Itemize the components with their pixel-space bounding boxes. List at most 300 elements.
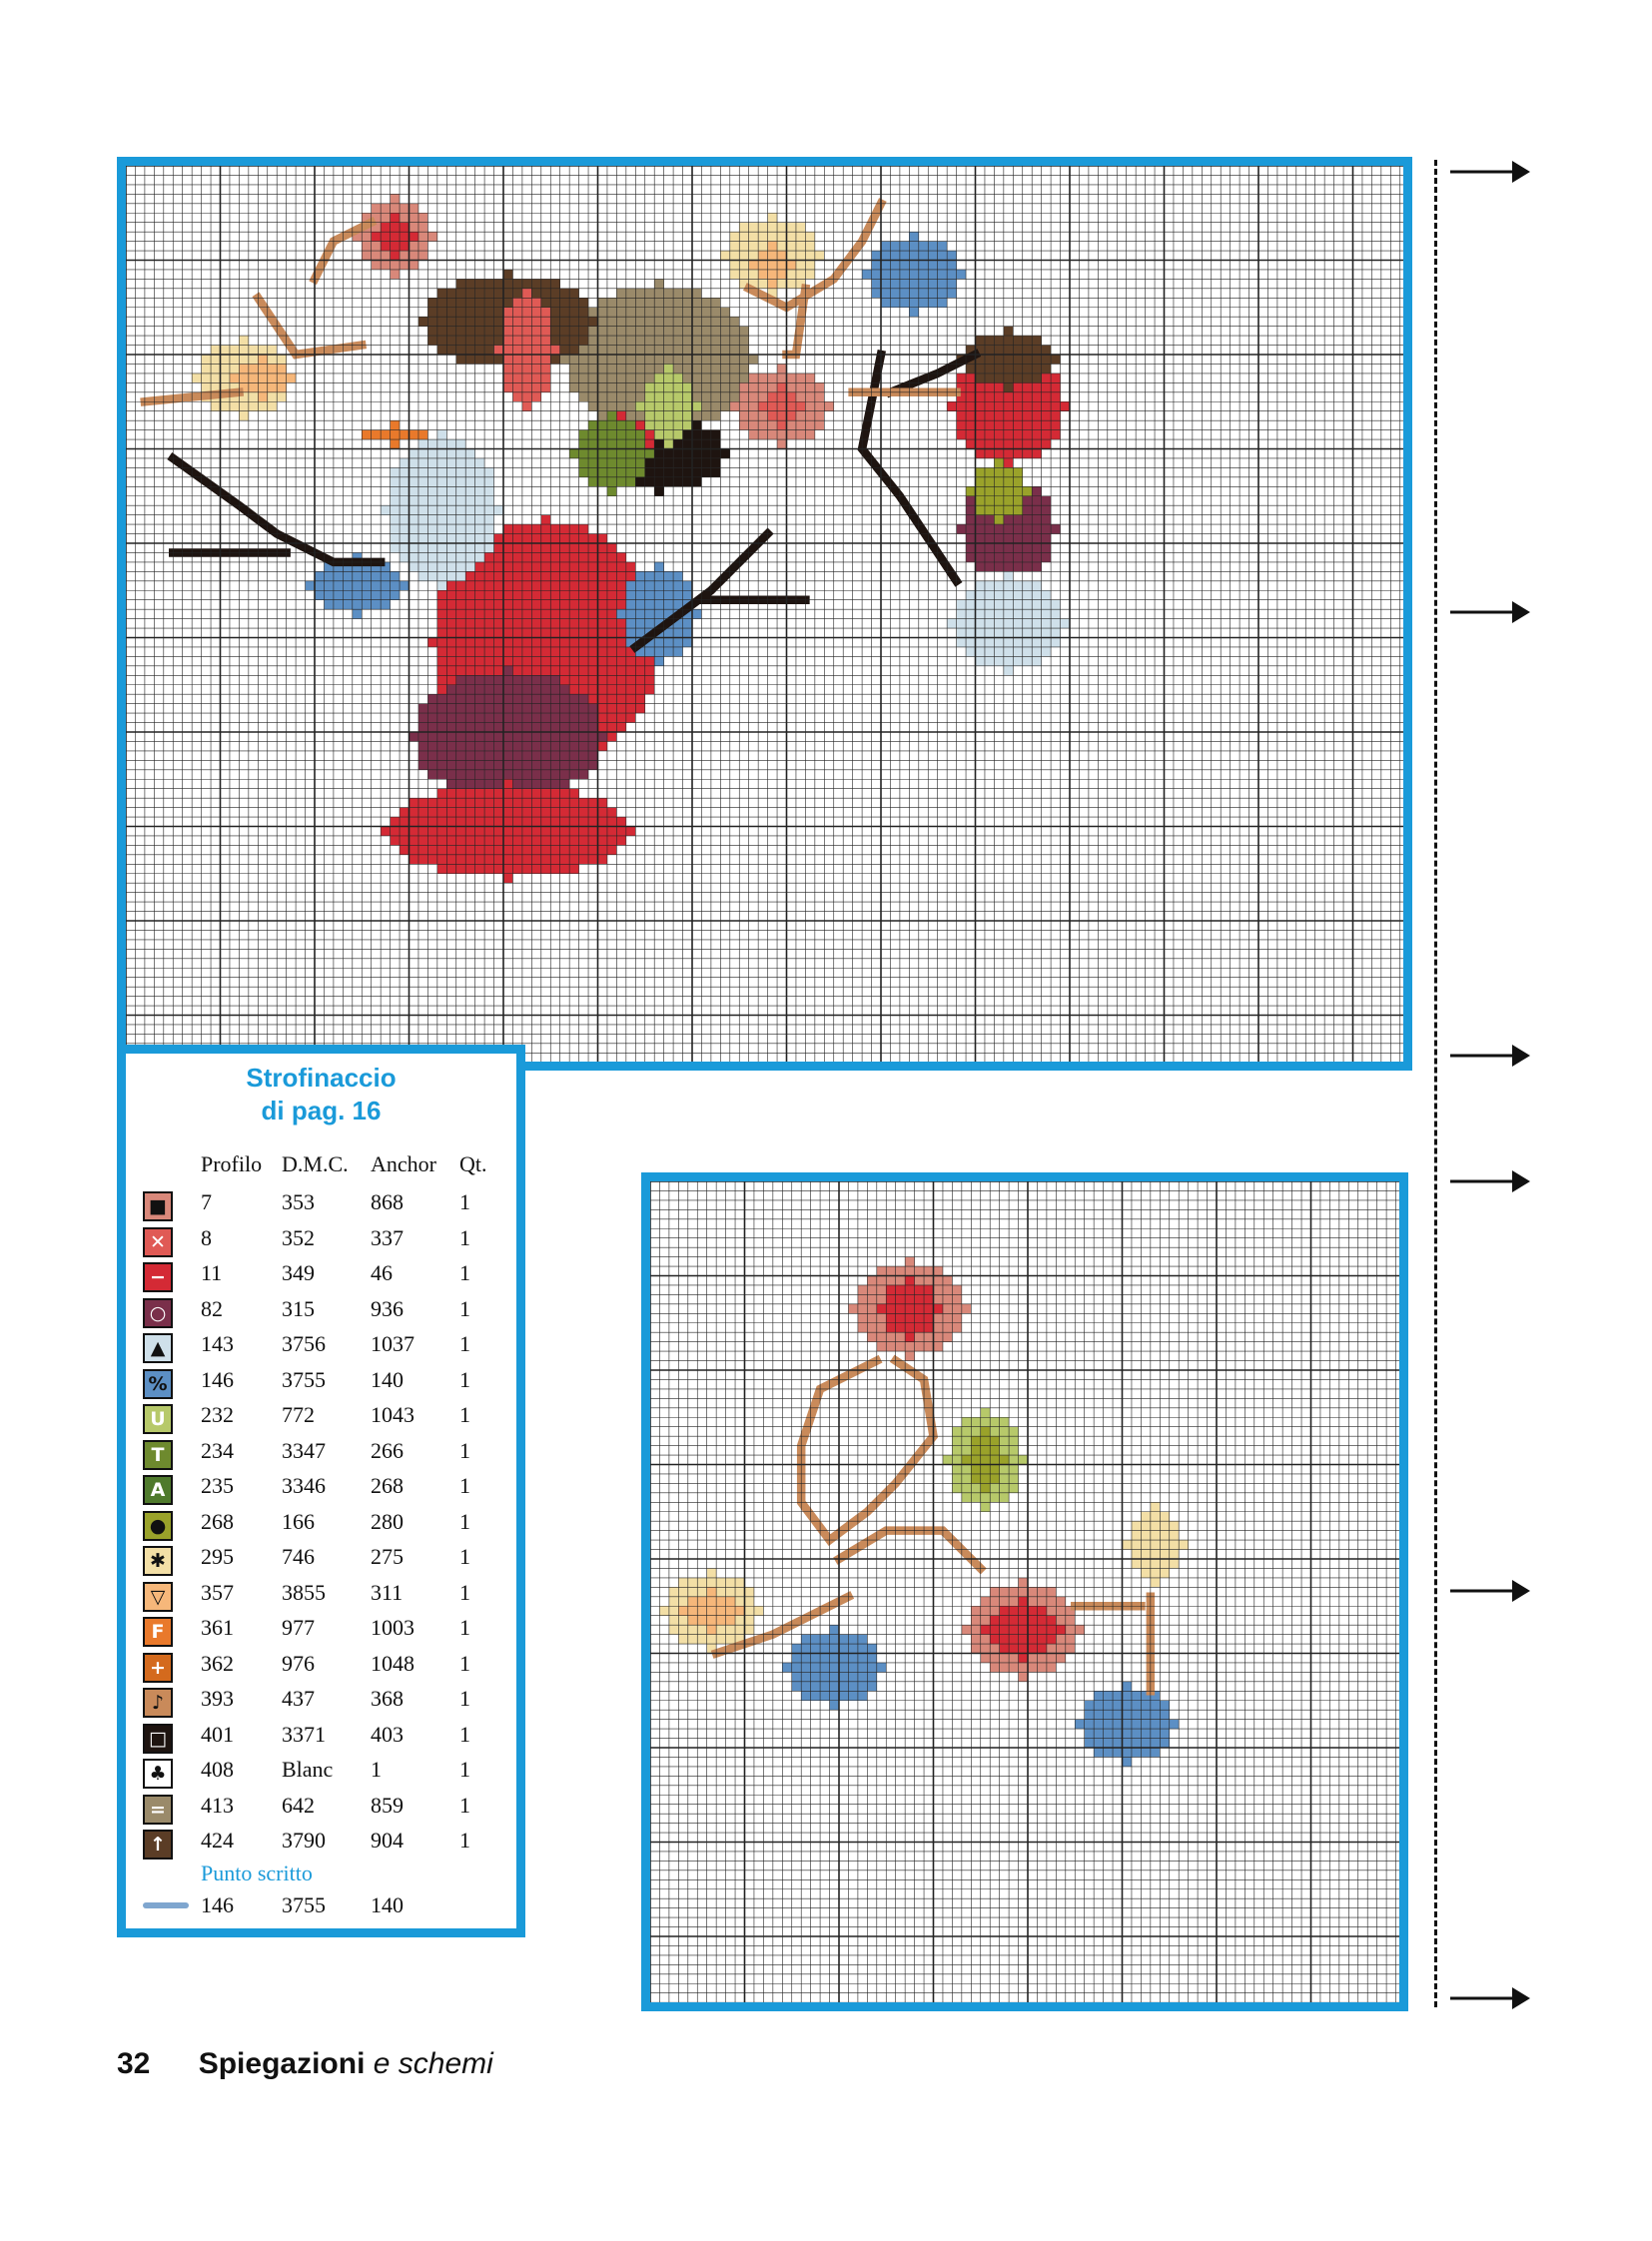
stitch-cell (616, 836, 625, 845)
stitch-cell (985, 515, 994, 524)
stitch-cell (503, 845, 512, 854)
stitch-cell (739, 261, 748, 270)
stitch-cell (1000, 1606, 1009, 1615)
stitch-cell (1023, 411, 1032, 420)
stitch-cell (560, 289, 569, 298)
stitch-cell (418, 571, 427, 580)
stitch-cell (484, 628, 493, 637)
stitch-cell (446, 534, 455, 543)
stitch-cell (981, 1597, 990, 1606)
stitch-cell (569, 845, 578, 854)
stitch-cell (645, 666, 654, 675)
stitch-cell (446, 723, 455, 732)
stitch-cell (707, 1606, 716, 1615)
stitch-cell (635, 694, 644, 703)
stitch-cell (569, 741, 578, 750)
stitch-cell (531, 289, 540, 298)
stitch-cell (550, 298, 559, 307)
stitch-cell (569, 694, 578, 703)
stitch-cell (1123, 1682, 1132, 1691)
stitch-cell (391, 420, 400, 429)
stitch-cell (550, 590, 559, 599)
legend-row (126, 1615, 516, 1650)
stitch-cell (522, 827, 531, 836)
stitch-cell (848, 1654, 857, 1663)
stitch-cell (456, 789, 465, 798)
stitch-cell (446, 675, 455, 684)
stitch-cell (391, 439, 400, 448)
stitch-cell (400, 534, 409, 543)
stitch-cell (541, 382, 550, 391)
stitch-cell (726, 1578, 735, 1587)
stitch-cell (484, 723, 493, 732)
stitch-cell (720, 374, 729, 382)
stitch-cell (867, 1285, 876, 1294)
stitch-cell (446, 308, 455, 317)
stitch-cell (867, 1682, 876, 1691)
stitch-cell (560, 543, 569, 552)
stitch-cell (957, 619, 966, 628)
stitch-cell (966, 619, 975, 628)
stitch-cell (531, 864, 540, 873)
row-dmc: 976 (282, 1650, 315, 1676)
stitch-cell (427, 741, 436, 750)
stitch-cell (994, 449, 1003, 458)
stitch-cell (456, 845, 465, 854)
stitch-cell (427, 704, 436, 713)
stitch-cell (531, 619, 540, 628)
stitch-cell (966, 392, 975, 401)
stitch-cell (1170, 1550, 1179, 1559)
stitch-cell (230, 346, 239, 355)
stitch-cell (1023, 656, 1032, 665)
stitch-cell (1132, 1691, 1141, 1700)
stitch-cell (512, 732, 521, 741)
stitch-cell (456, 685, 465, 694)
stitch-cell (531, 308, 540, 317)
stitch-cell (579, 581, 588, 590)
stitch-cell (626, 449, 635, 458)
stitch-cell (579, 439, 588, 448)
row-qt: 1 (459, 1189, 470, 1214)
stitch-cell (410, 449, 418, 458)
stitch-cell (531, 789, 540, 798)
stitch-cell (579, 600, 588, 609)
stitch-cell (1170, 1720, 1179, 1729)
stitch-cell (541, 751, 550, 760)
stitch-cell (427, 552, 436, 561)
stitch-cell (588, 704, 597, 713)
stitch-cell (512, 808, 521, 817)
stitch-cell (381, 261, 390, 270)
stitch-cell (664, 430, 673, 439)
stitch-cell (607, 685, 616, 694)
stitch-cell (427, 543, 436, 552)
stitch-cell (494, 723, 503, 732)
stitch-cell (465, 467, 474, 476)
stitch-cell (820, 1635, 829, 1644)
stitch-cell (745, 1625, 754, 1634)
row-profilo: 413 (201, 1792, 234, 1818)
stitch-cell (730, 364, 739, 373)
stitch-cell (1042, 364, 1051, 373)
stitch-cell (905, 1351, 914, 1360)
thread-symbol-icon: U (143, 1404, 173, 1434)
stitch-cell (437, 713, 446, 722)
stitch-cell (985, 486, 994, 495)
stitch-cell (560, 336, 569, 345)
stitch-cell (541, 647, 550, 656)
stitch-cell (664, 355, 673, 364)
stitch-cell (484, 467, 493, 476)
stitch-cell (522, 798, 531, 807)
stitch-cell (391, 590, 400, 599)
stitch-cell (522, 552, 531, 561)
stitch-cell (981, 1474, 990, 1483)
stitch-cell (645, 420, 654, 429)
stitch-cell (678, 1597, 687, 1606)
stitch-cell (716, 1625, 725, 1634)
stitch-cell (598, 411, 607, 420)
row-anchor: 368 (371, 1686, 404, 1711)
stitch-cell (616, 346, 625, 355)
stitch-cell (928, 261, 937, 270)
stitch-cell (777, 420, 786, 429)
stitch-cell (645, 289, 654, 298)
stitch-cell (456, 581, 465, 590)
stitch-cell (503, 789, 512, 798)
stitch-cell (934, 1304, 943, 1313)
stitch-cell (588, 590, 597, 599)
stitch-cell (664, 298, 673, 307)
stitch-cell (1056, 1625, 1065, 1634)
stitch-cell (400, 458, 409, 467)
stitch-cell (1179, 1540, 1188, 1549)
stitch-cell (484, 836, 493, 845)
stitch-cell (1151, 1578, 1160, 1587)
stitch-cell (1056, 1644, 1065, 1653)
stitch-cell (905, 1323, 914, 1332)
stitch-cell (1013, 496, 1022, 505)
stitch-cell (683, 336, 692, 345)
stitch-cell (654, 336, 663, 345)
stitch-cell (711, 449, 720, 458)
stitch-cell (981, 1483, 990, 1492)
stitch-cell (952, 1465, 961, 1474)
stitch-cell (971, 1644, 980, 1653)
stitch-cell (673, 638, 682, 647)
row-qt: 1 (459, 1224, 470, 1250)
stitch-cell (475, 656, 484, 665)
stitch-cell (410, 855, 418, 864)
row-profilo: 362 (201, 1650, 234, 1676)
stitch-cell (560, 798, 569, 807)
stitch-cell (985, 467, 994, 476)
stitch-cell (503, 817, 512, 826)
stitch-cell (976, 609, 985, 618)
stitch-cell (745, 1606, 754, 1615)
stitch-cell (579, 571, 588, 580)
stitch-cell (446, 298, 455, 307)
stitch-cell (1000, 1417, 1009, 1426)
row-profilo: 295 (201, 1544, 234, 1569)
stitch-cell (522, 279, 531, 288)
stitch-cell (588, 420, 597, 429)
stitch-cell (985, 355, 994, 364)
stitch-cell (362, 430, 371, 439)
stitch-cell (966, 420, 975, 429)
stitch-cell (645, 430, 654, 439)
stitch-cell (985, 562, 994, 571)
stitch-cell (588, 817, 597, 826)
stitch-cell (522, 562, 531, 571)
stitch-cell (541, 298, 550, 307)
stitch-cell (503, 836, 512, 845)
stitch-cell (1023, 600, 1032, 609)
stitch-cell (664, 411, 673, 420)
stitch-cell (890, 298, 899, 307)
stitch-cell (475, 864, 484, 873)
stitch-cell (550, 694, 559, 703)
stitch-cell (777, 223, 786, 232)
stitch-cell (569, 364, 578, 373)
stitch-cell (664, 317, 673, 326)
stitch-cell (550, 571, 559, 580)
stitch-cell (484, 855, 493, 864)
stitch-cell (1032, 486, 1041, 495)
stitch-cell (1019, 1455, 1028, 1464)
stitch-cell (952, 1313, 961, 1322)
stitch-cell (484, 543, 493, 552)
stitch-cell (598, 346, 607, 355)
stitch-cell (550, 789, 559, 798)
stitch-cell (541, 656, 550, 665)
stitch-cell (1123, 1710, 1132, 1719)
stitch-cell (1004, 486, 1013, 495)
stitch-cell (985, 496, 994, 505)
stitch-cell (494, 694, 503, 703)
stitch-cell (391, 261, 400, 270)
stitch-cell (877, 1276, 886, 1285)
stitch-cell (858, 1313, 867, 1322)
stitch-cell (1123, 1691, 1132, 1700)
stitch-cell (990, 1474, 999, 1483)
stitch-cell (688, 1587, 697, 1596)
stitch-cell (616, 675, 625, 684)
stitch-cell (446, 458, 455, 467)
stitch-cell (531, 713, 540, 722)
legend-row (126, 1260, 516, 1295)
stitch-cell (1042, 505, 1051, 514)
stitch-cell (541, 845, 550, 854)
stitch-cell (607, 836, 616, 845)
stitch-cell (928, 242, 937, 251)
stitch-cell (1013, 439, 1022, 448)
thread-symbol-icon: + (143, 1653, 173, 1683)
stitch-cell (1085, 1739, 1094, 1748)
stitch-cell (645, 590, 654, 599)
stitch-cell (739, 336, 748, 345)
stitch-cell (915, 1313, 924, 1322)
stitch-cell (381, 581, 390, 590)
row-profilo: 82 (201, 1295, 223, 1321)
stitch-cell (1032, 505, 1041, 514)
stitch-cell (616, 723, 625, 732)
stitch-cell (976, 515, 985, 524)
stitch-cell (446, 760, 455, 769)
stitch-cell (588, 374, 597, 382)
stitch-cell (560, 562, 569, 571)
stitch-cell (697, 1606, 706, 1615)
stitch-cell (673, 382, 682, 391)
stitch-cell (192, 374, 201, 382)
stitch-cell (635, 467, 644, 476)
stitch-cell (607, 449, 616, 458)
legend-row (126, 1651, 516, 1686)
stitch-cell (1051, 355, 1060, 364)
stitch-cell (598, 298, 607, 307)
stitch-cell (881, 289, 890, 298)
stitch-cell (522, 760, 531, 769)
stitch-cell (985, 590, 994, 599)
stitch-cell (1009, 1606, 1018, 1615)
stitch-cell (494, 836, 503, 845)
stitch-cell (645, 609, 654, 618)
stitch-cell (730, 346, 739, 355)
stitch-cell (635, 439, 644, 448)
stitch-cell (531, 364, 540, 373)
stitch-cell (881, 298, 890, 307)
stitch-cell (990, 1635, 999, 1644)
stitch-cell (446, 638, 455, 647)
stitch-cell (202, 355, 211, 364)
stitch-cell (1075, 1720, 1084, 1729)
stitch-cell (607, 308, 616, 317)
stitch-cell (707, 1578, 716, 1587)
stitch-cell (635, 346, 644, 355)
stitch-cell (626, 827, 635, 836)
stitch-cell (569, 855, 578, 864)
row-qt: 1 (459, 1579, 470, 1605)
stitch-cell (598, 600, 607, 609)
stitch-cell (541, 600, 550, 609)
stitch-cell (616, 600, 625, 609)
stitch-cell (598, 374, 607, 382)
stitch-cell (947, 401, 956, 410)
stitch-cell (1032, 581, 1041, 590)
stitch-cell (928, 251, 937, 260)
stitch-cell (673, 571, 682, 580)
stitch-cell (1123, 1739, 1132, 1748)
stitch-cell (981, 1446, 990, 1455)
stitch-cell (475, 741, 484, 750)
stitch-cell (410, 213, 418, 222)
stitch-cell (579, 694, 588, 703)
stitch-cell (1123, 1757, 1132, 1766)
stitch-cell (531, 524, 540, 533)
stitch-cell (268, 382, 277, 391)
stitch-cell (607, 458, 616, 467)
stitch-cell (541, 836, 550, 845)
stitch-cell (692, 327, 701, 336)
stitch-cell (588, 656, 597, 665)
stitch-cell (811, 1644, 820, 1653)
stitch-cell (1013, 524, 1022, 533)
stitch-cell (391, 836, 400, 845)
stitch-cell (607, 638, 616, 647)
stitch-cell (560, 590, 569, 599)
stitch-cell (598, 590, 607, 599)
stitch-cell (391, 223, 400, 232)
stitch-cell (664, 439, 673, 448)
stitch-cell (654, 346, 663, 355)
stitch-cell (1047, 1616, 1056, 1625)
stitch-cell (522, 317, 531, 326)
stitch-cell (716, 1578, 725, 1587)
row-dmc: 3790 (282, 1828, 326, 1853)
stitch-cell (484, 864, 493, 873)
row-anchor: 868 (371, 1189, 404, 1214)
stitch-cell (484, 346, 493, 355)
stitch-cell (418, 817, 427, 826)
stitch-cell (1000, 1635, 1009, 1644)
stitch-cell (905, 1342, 914, 1351)
stitch-cell (531, 704, 540, 713)
stitch-cell (598, 364, 607, 373)
stitch-cell (678, 1578, 687, 1587)
stitch-cell (418, 232, 427, 241)
stitch-cell (1037, 1644, 1046, 1653)
stitch-cell (1000, 1427, 1009, 1436)
stitch-cell (811, 1682, 820, 1691)
stitch-cell (839, 1691, 848, 1700)
stitch-cell (391, 477, 400, 486)
stitch-cell (1000, 1587, 1009, 1596)
stitch-cell (1151, 1559, 1160, 1568)
stitch-cell (990, 1616, 999, 1625)
stitch-cell (971, 1493, 980, 1502)
stitch-cell (522, 845, 531, 854)
stitch-cell (683, 449, 692, 458)
stitch-cell (541, 355, 550, 364)
stitch-cell (494, 619, 503, 628)
stitch-cell (494, 327, 503, 336)
stitch-cell (512, 770, 521, 779)
stitch-cell (635, 392, 644, 401)
stitch-cell (701, 317, 710, 326)
stitch-cell (437, 552, 446, 561)
stitch-cell (1037, 1587, 1046, 1596)
stitch-cell (531, 685, 540, 694)
stitch-cell (475, 628, 484, 637)
stitch-cell (550, 524, 559, 533)
stitch-cell (465, 864, 474, 873)
stitch-cell (306, 581, 315, 590)
stitch-cell (579, 458, 588, 467)
legend-header (126, 1151, 516, 1186)
stitch-cell (1094, 1720, 1103, 1729)
stitch-cell (400, 430, 409, 439)
stitch-cell (915, 1276, 924, 1285)
stitch-cell (654, 439, 663, 448)
stitch-cell (1104, 1739, 1113, 1748)
stitch-cell (739, 251, 748, 260)
stitch-cell (758, 382, 767, 391)
stitch-cell (701, 467, 710, 476)
stitch-cell (877, 1313, 886, 1322)
header-qt: Qt. (459, 1151, 487, 1176)
stitch-cell (503, 600, 512, 609)
